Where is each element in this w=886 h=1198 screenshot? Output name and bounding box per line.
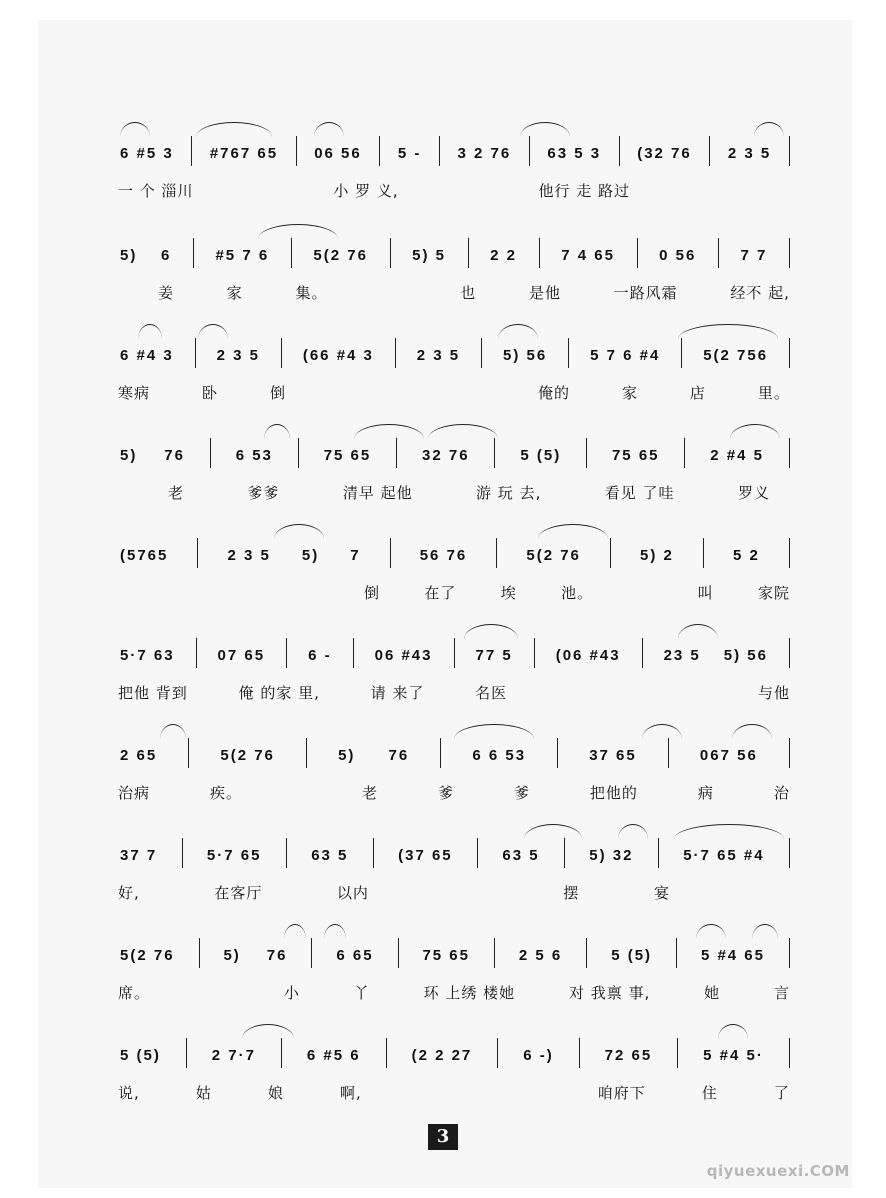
barline: [568, 338, 569, 368]
lyric-segment: 在了: [424, 584, 457, 602]
slur-mark: [120, 122, 150, 137]
lyric-segment: 店: [689, 384, 706, 402]
slur-mark: [732, 724, 772, 739]
score-row: [118, 422, 790, 506]
barline: [681, 338, 682, 368]
score-row: [118, 120, 790, 204]
barline: [789, 238, 790, 268]
lyric-line: [118, 180, 790, 204]
measure: 5): [301, 547, 320, 564]
barline: [286, 838, 287, 868]
barline: [789, 538, 790, 568]
measure: 75 65: [422, 947, 470, 964]
lyric-segment: 老: [361, 784, 378, 802]
lyric-segment: 名医: [475, 684, 508, 702]
barline: [497, 1038, 498, 1068]
barline: [709, 136, 710, 166]
barline: [676, 938, 677, 968]
measure: 5) 56: [503, 347, 548, 364]
slur-mark: [324, 924, 346, 939]
measure: 5 #4 5·: [703, 1047, 764, 1064]
measure: 72 65: [604, 1047, 653, 1064]
slur-mark: [454, 724, 534, 739]
barline: [677, 1038, 678, 1068]
slur-mark: [464, 624, 518, 639]
measure: 23 5: [663, 647, 701, 664]
lyric-segment: 爹爹: [247, 484, 280, 502]
barline: [281, 338, 282, 368]
lyric-segment: 游 玩 去,: [476, 484, 542, 502]
lyric-segment: 俺 的家 里,: [238, 684, 320, 702]
lyric-segment: 叫: [697, 584, 714, 602]
measure: 06 56: [314, 145, 362, 162]
notation-line: [118, 222, 790, 264]
lyric-segment: 小: [283, 984, 300, 1002]
measure: 5 (5): [120, 1047, 161, 1064]
lyric-line: [118, 782, 790, 806]
barline: [637, 238, 638, 268]
lyric-segment: 把他的: [589, 784, 638, 802]
measure: 76: [164, 447, 185, 464]
measure: 0 56: [659, 247, 697, 264]
barline: [291, 238, 292, 268]
slur-mark: [354, 424, 424, 439]
lyric-line: [118, 982, 790, 1006]
measure: 75 65: [611, 447, 660, 464]
measure: 7 7: [740, 247, 768, 264]
score-row: [118, 322, 790, 406]
lyric-segment: 爹: [437, 784, 454, 802]
barline: [386, 1038, 387, 1068]
lyric-line: [118, 382, 790, 406]
barline: [306, 738, 307, 768]
measure: (2 2 27: [411, 1047, 473, 1064]
slur-mark: [678, 324, 778, 339]
barline: [789, 738, 790, 768]
lyric-line: [118, 682, 790, 706]
measure: 6 #5 6: [306, 1047, 361, 1064]
barline: [539, 238, 540, 268]
measure: 6: [160, 247, 172, 264]
barline: [668, 738, 669, 768]
lyric-segment: 宴: [653, 884, 670, 902]
slur-mark: [696, 924, 726, 939]
measure: 07 65: [217, 647, 266, 664]
barline: [684, 438, 685, 468]
measure: 5): [223, 947, 241, 964]
slur-mark: [498, 324, 538, 339]
lyric-segment: 环 上绣 楼她: [423, 984, 516, 1002]
measure: 2 7·7: [211, 1047, 256, 1064]
measure: 5·7 63: [120, 647, 175, 664]
barline: [703, 538, 704, 568]
measure: 37 65: [589, 747, 637, 764]
lyric-segment: 姜: [158, 284, 175, 302]
slur-mark: [274, 524, 324, 539]
measure: (06 #43: [555, 647, 621, 664]
measure: 32 76: [422, 447, 470, 464]
barline: [298, 438, 299, 468]
barline: [529, 136, 530, 166]
page-number: 3: [428, 1124, 458, 1150]
measure: (5765: [120, 547, 169, 564]
measure: 5): [338, 747, 356, 764]
lyric-segment: 以内: [336, 884, 369, 902]
notation-line: [118, 422, 790, 464]
measure: 76: [266, 947, 288, 964]
slur-mark: [752, 924, 778, 939]
barline: [195, 338, 196, 368]
measure: 3 2 76: [457, 145, 512, 162]
measure: 63 5: [311, 847, 349, 864]
watermark-text: qiyuexuexi.COM: [706, 1162, 850, 1180]
barline: [789, 838, 790, 868]
measure: 2 3 5: [416, 347, 461, 364]
barline: [619, 136, 620, 166]
measure: 067 56: [699, 747, 758, 764]
lyric-segment: 清早 起他: [342, 484, 413, 502]
lyric-segment: 经不 起,: [730, 284, 790, 302]
slur-mark: [196, 122, 272, 137]
lyric-segment: 一 个 淄川: [118, 182, 194, 200]
barline: [658, 838, 659, 868]
score-row: [118, 722, 790, 806]
barline: [494, 438, 495, 468]
barline: [642, 638, 643, 668]
lyric-line: [118, 482, 790, 506]
lyric-segment: 对 我禀 事,: [568, 984, 651, 1002]
lyric-segment: 俺的: [537, 384, 570, 402]
slur-mark: [284, 924, 306, 939]
barline: [586, 438, 587, 468]
score-row: [118, 1022, 790, 1106]
barline: [396, 438, 397, 468]
lyric-segment: 好,: [118, 884, 140, 902]
barline: [586, 938, 587, 968]
measure: #767 65: [209, 145, 279, 162]
measure: 5(2 76: [220, 747, 275, 764]
barline: [440, 738, 441, 768]
lyric-segment: 了: [773, 1084, 790, 1102]
measure: 5) 32: [589, 847, 634, 864]
measure: 7 4 65: [561, 247, 615, 264]
slur-mark: [520, 122, 570, 137]
barline: [398, 938, 399, 968]
barline: [311, 938, 312, 968]
lyric-segment: 说,: [118, 1084, 140, 1102]
slur-mark: [524, 824, 582, 839]
measure: 5 7 6 #4: [590, 347, 661, 364]
notation-line: [118, 622, 790, 664]
measure: 37 7: [120, 847, 158, 864]
measure: 2 65: [120, 747, 158, 764]
lyric-segment: 丫: [353, 984, 370, 1002]
barline: [296, 136, 297, 166]
measure: 6 -): [523, 1047, 554, 1064]
measure: 2 3 5: [227, 547, 271, 564]
barline: [395, 338, 396, 368]
lyric-segment: 姑: [195, 1084, 212, 1102]
lyric-segment: 治病: [118, 784, 151, 802]
notation-line: [118, 522, 790, 564]
notation-line: [118, 1022, 790, 1064]
score-row: [118, 822, 790, 906]
lyric-segment: 寒病: [118, 384, 151, 402]
measure: 5(2 756: [703, 347, 769, 364]
barline: [281, 1038, 282, 1068]
barline: [196, 638, 197, 668]
measure: 75 65: [323, 447, 372, 464]
barline: [468, 238, 469, 268]
measure: 06 #43: [374, 647, 433, 664]
measure: (37 65: [398, 847, 453, 864]
lyric-segment: 罗义: [737, 484, 770, 502]
measure: 6 #4 3: [120, 347, 174, 364]
measure: 76: [388, 747, 410, 764]
lyric-segment: 家院: [757, 584, 790, 602]
barline: [390, 538, 391, 568]
barline: [439, 136, 440, 166]
lyric-segment: 埃: [500, 584, 517, 602]
measure: 6 65: [336, 947, 374, 964]
lyric-line: [118, 282, 790, 306]
score-row: [118, 522, 790, 606]
measure: 56 76: [419, 547, 468, 564]
lyric-segment: 老: [168, 484, 185, 502]
lyric-segment: 也: [460, 284, 477, 302]
lyric-line: [118, 582, 790, 606]
measure: 5·7 65 #4: [683, 847, 765, 864]
barline: [579, 1038, 580, 1068]
lyric-segment: 池。: [561, 584, 594, 602]
barline: [496, 538, 497, 568]
slur-mark: [678, 624, 718, 639]
slur-mark: [618, 824, 648, 839]
barline: [191, 136, 192, 166]
measure: #5 7 6: [215, 247, 270, 264]
measure: 2 5 6: [518, 947, 563, 964]
measure: 2 3 5: [216, 347, 260, 364]
barline: [789, 1038, 790, 1068]
score-row: [118, 622, 790, 706]
barline: [186, 1038, 187, 1068]
barline: [454, 638, 455, 668]
measure: 5(2 76: [526, 547, 581, 564]
lyric-segment: 言: [773, 984, 790, 1002]
slur-mark: [754, 122, 784, 137]
lyric-segment: 咱府下: [597, 1084, 646, 1102]
score-row: [118, 222, 790, 306]
slur-mark: [242, 1024, 294, 1039]
lyric-segment: 看见 了哇: [604, 484, 675, 502]
notation-line: [118, 322, 790, 364]
barline: [390, 238, 391, 268]
barline: [193, 238, 194, 268]
lyric-segment: 把他 背到: [118, 684, 188, 702]
lyric-segment: 请 来了: [370, 684, 425, 702]
barline: [286, 638, 287, 668]
measure: 2 3 5: [727, 145, 772, 162]
measure: 6 #5 3: [120, 145, 174, 162]
slur-mark: [538, 524, 608, 539]
barline: [197, 538, 198, 568]
slur-mark: [314, 122, 344, 137]
lyric-segment: 她: [704, 984, 721, 1002]
lyric-line: [118, 1082, 790, 1106]
measure: 6 53: [235, 447, 273, 464]
lyric-segment: 倒: [364, 584, 381, 602]
slur-mark: [264, 424, 290, 439]
measure: 5) 5: [412, 247, 446, 264]
lyric-segment: 与他: [757, 684, 790, 702]
measure: 6 6 53: [472, 747, 527, 764]
measure: 5 #4 65: [700, 947, 765, 964]
lyric-segment: 他行 走 路过: [538, 182, 630, 200]
measure: 5·7 65: [206, 847, 262, 864]
barline: [610, 538, 611, 568]
measure: (32 76: [637, 145, 692, 162]
measure: 2 2: [490, 247, 518, 264]
lyric-segment: 家: [621, 384, 638, 402]
lyric-segment: 里。: [757, 384, 790, 402]
notation-line: [118, 822, 790, 864]
lyric-segment: 摆: [563, 884, 580, 902]
lyric-segment: 娘: [267, 1084, 284, 1102]
measure: 63 5 3: [547, 145, 602, 162]
measure: 7: [350, 547, 361, 564]
barline: [564, 838, 565, 868]
lyric-segment: 啊,: [339, 1084, 362, 1102]
slur-mark: [258, 224, 338, 239]
slur-mark: [730, 424, 780, 439]
lyric-segment: 疾。: [209, 784, 242, 802]
lyric-segment: 一路风霜: [613, 284, 678, 302]
measure: 5 (5): [611, 947, 653, 964]
measure: 63 5: [502, 847, 540, 864]
barline: [789, 136, 790, 166]
measure: 5 (5): [520, 447, 562, 464]
notation-line: [118, 120, 790, 162]
measure: 5): [120, 447, 138, 464]
slur-mark: [138, 324, 162, 339]
measure: 5): [120, 247, 138, 264]
slur-mark: [718, 1024, 748, 1039]
measure: 5) 2: [640, 547, 674, 564]
measure: 5 -: [397, 145, 422, 162]
barline: [182, 838, 183, 868]
lyric-segment: 是他: [528, 284, 561, 302]
barline: [789, 938, 790, 968]
lyric-segment: 倒: [269, 384, 286, 402]
barline: [353, 638, 354, 668]
barline: [718, 238, 719, 268]
slur-mark: [642, 724, 682, 739]
barline: [379, 136, 380, 166]
measure: 6 -: [308, 647, 332, 664]
lyric-segment: 爹: [513, 784, 530, 802]
lyric-line: [118, 882, 790, 906]
barline: [534, 638, 535, 668]
lyric-segment: 治: [773, 784, 790, 802]
measure: 5 2: [732, 547, 760, 564]
lyric-segment: 病: [697, 784, 714, 802]
barline: [188, 738, 189, 768]
lyric-segment: 住: [701, 1084, 718, 1102]
slur-mark: [674, 824, 784, 839]
slur-mark: [198, 324, 228, 339]
barline: [789, 438, 790, 468]
lyric-segment: 小 罗 义,: [333, 182, 399, 200]
slur-mark: [160, 724, 186, 739]
barline: [789, 638, 790, 668]
lyric-segment: 在客厅: [214, 884, 263, 902]
lyric-segment: 集。: [295, 284, 328, 302]
lyric-segment: 席。: [118, 984, 151, 1002]
measure: 5(2 76: [120, 947, 175, 964]
barline: [494, 938, 495, 968]
measure: 77 5: [475, 647, 513, 664]
barline: [557, 738, 558, 768]
score-row: [118, 922, 790, 1006]
measure: 5) 56: [723, 647, 768, 664]
slur-mark: [428, 424, 498, 439]
barline: [789, 338, 790, 368]
measure: (66 #4 3: [302, 347, 374, 364]
barline: [477, 838, 478, 868]
notation-line: [118, 722, 790, 764]
measure: 5(2 76: [313, 247, 368, 264]
lyric-segment: 家: [226, 284, 243, 302]
barline: [373, 838, 374, 868]
barline: [210, 438, 211, 468]
measure: 2 #4 5: [710, 447, 765, 464]
lyric-segment: 卧: [201, 384, 218, 402]
barline: [199, 938, 200, 968]
notation-line: [118, 922, 790, 964]
barline: [481, 338, 482, 368]
